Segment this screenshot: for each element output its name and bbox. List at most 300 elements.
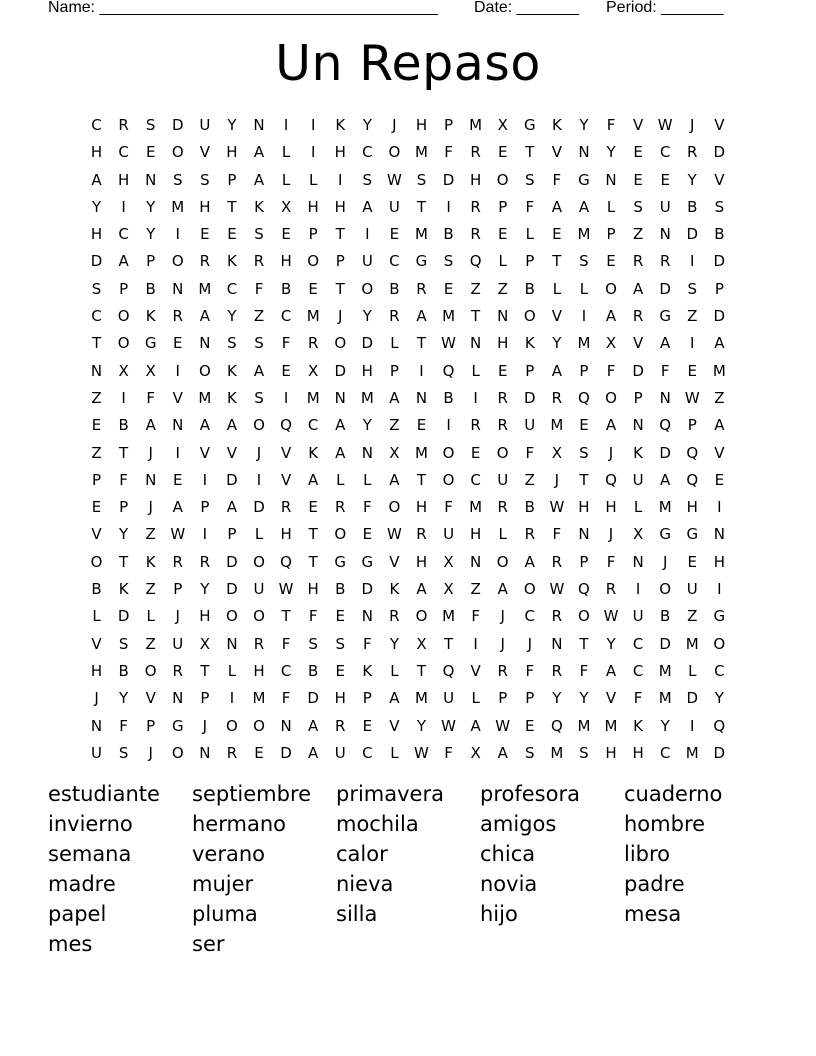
grid-letter: K	[145, 307, 156, 326]
grid-letter: I	[175, 225, 180, 244]
grid-letter: B	[714, 225, 725, 244]
grid-letter: C	[91, 307, 102, 326]
grid-letter: X	[497, 116, 508, 134]
grid-letter: R	[253, 252, 265, 271]
grid-letter: A	[308, 716, 319, 735]
grid-letter: R	[470, 197, 481, 216]
grid-letter: J	[175, 607, 180, 626]
grid-letter: T	[308, 552, 318, 571]
grid-letter: X	[632, 525, 644, 544]
grid-letter: H	[253, 661, 265, 680]
grid-letter: U	[443, 689, 455, 708]
grid-letter: E	[687, 361, 697, 380]
grid-letter: D	[524, 388, 536, 407]
grid-letter: O	[496, 170, 509, 189]
grid-letter: O	[442, 470, 455, 489]
grid-letter: T	[335, 225, 345, 244]
grid-letter: F	[281, 334, 291, 353]
grid-letter: S	[714, 197, 725, 216]
grid-letter: X	[308, 361, 319, 380]
grid-letter: F	[525, 661, 535, 680]
grid-letter: V	[389, 716, 400, 735]
grid-letter: P	[389, 361, 399, 380]
grid-letter: L	[390, 661, 399, 680]
grid-letter: C	[362, 743, 373, 762]
grid-letter: Y	[579, 689, 589, 708]
grid-letter: Q	[280, 416, 292, 435]
grid-letter: C	[632, 634, 644, 653]
grid-letter: P	[92, 470, 102, 489]
grid-letter: E	[470, 443, 481, 462]
grid-letter: H	[334, 143, 346, 162]
grid-letter: Z	[91, 443, 102, 462]
grid-letter: V	[145, 689, 156, 708]
grid-letter: C	[118, 143, 129, 162]
grid-letter: K	[362, 661, 373, 680]
grid-letter: I	[256, 470, 262, 489]
grid-letter: S	[362, 170, 373, 189]
grid-letter: K	[118, 580, 129, 599]
grid-letter: E	[416, 416, 427, 435]
grid-letter: R	[551, 607, 563, 626]
grid-letter: A	[226, 498, 238, 517]
grid-letter: Y	[416, 716, 427, 735]
grid-letter: W	[657, 116, 673, 134]
grid-letter: M	[685, 634, 699, 653]
grid-row	[83, 740, 733, 767]
grid-letter: P	[687, 416, 697, 435]
grid-letter: T	[416, 470, 427, 489]
grid-letter: F	[363, 634, 372, 653]
grid-letter: M	[252, 689, 266, 708]
grid-letter: U	[632, 607, 644, 626]
grid-letter: H	[90, 661, 103, 680]
grid-letter: S	[254, 388, 264, 407]
grid-letter: Z	[389, 416, 400, 435]
grid-letter: O	[307, 252, 320, 271]
grid-letter: E	[281, 361, 291, 380]
grid-letter: M	[658, 689, 672, 708]
grid-letter: M	[658, 661, 672, 680]
grid-letter: R	[632, 252, 644, 271]
grid-letter: D	[90, 252, 103, 271]
grid-letter: P	[200, 498, 210, 517]
grid-letter: E	[335, 661, 345, 680]
grid-letter: A	[389, 689, 400, 708]
word-bank-item: ser	[192, 932, 225, 956]
grid-letter: M	[198, 279, 212, 298]
grid-letter: O	[226, 716, 238, 735]
grid-letter: E	[606, 252, 616, 271]
grid-row	[83, 221, 733, 248]
grid-letter: W	[441, 716, 456, 735]
date-field: Date: _______	[474, 0, 579, 16]
grid-row	[83, 713, 733, 740]
grid-letter: P	[579, 552, 589, 571]
grid-row	[83, 603, 733, 630]
grid-letter: S	[579, 443, 589, 462]
grid-letter: F	[525, 197, 535, 216]
grid-letter: O	[253, 607, 265, 626]
grid-letter: X	[389, 443, 400, 462]
grid-letter: E	[660, 170, 670, 189]
grid-letter: F	[579, 661, 589, 680]
grid-letter: E	[227, 225, 237, 244]
grid-letter: U	[632, 470, 644, 489]
grid-letter: V	[632, 116, 644, 134]
word-bank-item: cuaderno	[624, 782, 723, 806]
grid-letter: E	[579, 416, 589, 435]
grid-letter: E	[281, 225, 291, 244]
grid-letter: H	[605, 743, 617, 762]
grid-letter: R	[199, 252, 211, 271]
grid-letter: Q	[280, 552, 292, 571]
grid-letter: W	[495, 716, 511, 735]
grid-letter: F	[660, 361, 670, 380]
grid-letter: H	[469, 525, 482, 544]
grid-letter: S	[416, 170, 427, 189]
grid-letter: B	[389, 279, 400, 298]
grid-letter: E	[362, 525, 373, 544]
grid-letter: Y	[119, 525, 129, 544]
grid-letter: R	[118, 116, 129, 134]
grid-letter: F	[281, 689, 291, 708]
grid-letter: Q	[605, 470, 617, 489]
grid-row	[83, 685, 733, 712]
grid-letter: R	[687, 143, 698, 162]
grid-letter: A	[253, 170, 265, 189]
grid-letter: N	[361, 443, 373, 462]
grid-letter: B	[443, 225, 454, 244]
grid-letter: D	[307, 689, 319, 708]
grid-letter: L	[471, 689, 480, 708]
word-bank-item: madre	[48, 872, 116, 896]
grid-letter: R	[497, 498, 508, 517]
grid-letter: K	[633, 443, 644, 462]
grid-row	[83, 194, 733, 221]
grid-letter: R	[335, 498, 346, 517]
grid-letter: O	[253, 416, 265, 435]
grid-letter: O	[117, 307, 130, 326]
grid-letter: U	[253, 580, 265, 599]
grid-letter: T	[227, 197, 237, 216]
grid-letter: A	[551, 361, 562, 380]
grid-row	[83, 112, 733, 139]
grid-letter: G	[415, 252, 428, 271]
grid-letter: A	[199, 307, 210, 326]
grid-letter: C	[659, 143, 671, 162]
word-bank-item: verano	[192, 842, 266, 866]
grid-letter: X	[280, 197, 292, 216]
grid-letter: K	[551, 116, 562, 134]
name-field: Name: ______________________________________	[48, 0, 438, 16]
grid-letter: H	[361, 361, 373, 380]
grid-letter: R	[632, 307, 644, 326]
grid-letter: O	[334, 334, 347, 353]
grid-letter: Q	[442, 361, 455, 380]
grid-letter: L	[336, 470, 345, 489]
grid-letter: N	[226, 634, 238, 653]
grid-letter: C	[91, 116, 102, 134]
grid-letter: F	[308, 607, 318, 626]
grid-letter: X	[118, 361, 129, 380]
grid-letter: Y	[227, 116, 237, 134]
grid-letter: Y	[389, 634, 399, 653]
grid-letter: O	[605, 388, 617, 407]
grid-letter: M	[712, 361, 726, 380]
grid-letter: N	[713, 525, 725, 544]
grid-row	[83, 521, 733, 548]
grid-letter: W	[684, 388, 700, 407]
grid-letter: Q	[442, 661, 455, 680]
grid-letter: M	[360, 388, 374, 407]
grid-letter: N	[145, 170, 157, 189]
grid-letter: E	[389, 225, 400, 244]
word-bank-item: chica	[480, 842, 536, 866]
grid-letter: X	[551, 443, 562, 462]
grid-letter: Z	[687, 607, 698, 626]
grid-letter: O	[605, 279, 617, 298]
grid-letter: P	[173, 580, 183, 599]
grid-letter: O	[388, 498, 401, 517]
grid-letter: P	[444, 116, 454, 134]
grid-letter: B	[91, 580, 102, 599]
grid-letter: L	[92, 607, 101, 626]
grid-letter: A	[335, 443, 346, 462]
grid-letter: N	[253, 116, 265, 134]
grid-letter: I	[365, 225, 370, 244]
grid-letter: S	[525, 170, 535, 189]
grid-letter: D	[713, 143, 726, 162]
grid-letter: X	[605, 334, 617, 353]
grid-letter: I	[121, 197, 126, 216]
grid-letter: A	[605, 307, 617, 326]
grid-letter: F	[444, 498, 453, 517]
grid-letter: D	[659, 443, 671, 462]
grid-letter: S	[200, 170, 210, 189]
grid-letter: N	[280, 716, 292, 735]
grid-letter: F	[119, 716, 128, 735]
grid-letter: I	[581, 307, 587, 326]
grid-letter: A	[308, 743, 319, 762]
grid-letter: P	[525, 361, 535, 380]
word-bank-row	[48, 779, 768, 809]
grid-letter: J	[690, 116, 695, 134]
grid-letter: I	[690, 334, 695, 353]
word-bank-row	[48, 869, 768, 899]
grid-letter: E	[633, 143, 643, 162]
grid-letter: D	[442, 170, 455, 189]
grid-letter: I	[446, 197, 451, 216]
grid-letter: A	[226, 416, 238, 435]
grid-letter: P	[498, 197, 508, 216]
grid-letter: P	[579, 361, 589, 380]
grid-letter: T	[335, 279, 345, 298]
grid-letter: L	[281, 170, 291, 189]
grid-letter: U	[443, 525, 455, 544]
grid-letter: F	[254, 279, 264, 298]
grid-letter: A	[632, 279, 644, 298]
grid-letter: G	[334, 552, 347, 571]
word-bank-item: hombre	[624, 812, 706, 836]
grid-letter: N	[415, 388, 428, 407]
grid-letter: X	[443, 552, 454, 571]
grid-letter: F	[444, 143, 453, 162]
grid-letter: S	[335, 634, 345, 653]
grid-letter: P	[227, 170, 237, 189]
grid-letter: I	[690, 252, 695, 271]
grid-letter: L	[390, 743, 399, 762]
grid-letter: B	[660, 607, 671, 626]
grid-letter: Q	[686, 443, 699, 462]
grid-letter: U	[91, 743, 103, 762]
grid-letter: Q	[713, 716, 726, 735]
grid-row	[83, 549, 733, 576]
grid-letter: U	[199, 116, 211, 134]
grid-letter: S	[145, 116, 156, 134]
grid-letter: A	[551, 197, 562, 216]
grid-letter: M	[415, 225, 428, 244]
grid-letter: O	[415, 607, 428, 626]
grid-letter: M	[469, 116, 483, 134]
grid-letter: O	[659, 580, 672, 599]
grid-row	[83, 303, 733, 330]
grid-letter: P	[633, 388, 643, 407]
grid-letter: A	[253, 143, 265, 162]
grid-letter: O	[523, 307, 536, 326]
grid-letter: W	[549, 498, 565, 517]
grid-letter: M	[577, 225, 591, 244]
grid-letter: A	[605, 416, 617, 435]
grid-letter: T	[579, 470, 589, 489]
word-bank-item: hermano	[192, 812, 286, 836]
grid-letter: L	[363, 470, 372, 489]
grid-letter: I	[338, 170, 343, 189]
grid-letter: G	[144, 334, 157, 353]
grid-letter: Y	[91, 197, 102, 216]
grid-letter: X	[199, 634, 210, 653]
grid-letter: C	[118, 225, 129, 244]
grid-letter: K	[335, 116, 346, 134]
grid-letter: D	[171, 116, 184, 134]
grid-letter: B	[687, 197, 698, 216]
word-bank-row	[48, 809, 768, 839]
grid-letter: E	[443, 279, 454, 298]
grid-letter: L	[471, 361, 480, 380]
grid-letter: H	[334, 689, 346, 708]
grid-letter: I	[473, 634, 478, 653]
grid-letter: Z	[253, 307, 265, 326]
grid-letter: R	[253, 634, 265, 653]
grid-letter: A	[470, 716, 481, 735]
grid-letter: I	[310, 116, 316, 134]
grid-letter: W	[170, 525, 186, 544]
grid-letter: S	[173, 170, 183, 189]
grid-row	[83, 358, 733, 385]
grid-letter: E	[497, 225, 508, 244]
grid-letter: Y	[362, 116, 372, 134]
grid-letter: S	[579, 252, 589, 271]
grid-letter: M	[658, 498, 672, 517]
grid-letter: Z	[145, 580, 156, 599]
grid-letter: A	[578, 197, 590, 216]
grid-letter: N	[578, 525, 590, 544]
grid-letter: A	[714, 416, 725, 435]
grid-letter: Z	[470, 279, 481, 298]
grid-letter: E	[497, 143, 508, 162]
word-bank-item: pluma	[192, 902, 258, 926]
word-bank-item: invierno	[48, 812, 133, 836]
grid-letter: R	[172, 552, 183, 571]
grid-letter: N	[199, 743, 211, 762]
grid-letter: H	[199, 607, 211, 626]
grid-letter: N	[551, 634, 563, 653]
grid-row	[83, 167, 733, 194]
grid-letter: N	[172, 689, 184, 708]
grid-letter: T	[308, 525, 318, 544]
grid-letter: H	[90, 143, 103, 162]
grid-letter: E	[308, 279, 318, 298]
grid-letter: R	[497, 416, 508, 435]
grid-letter: H	[415, 498, 428, 517]
grid-row	[83, 467, 733, 494]
grid-letter: J	[608, 443, 614, 462]
grid-letter: B	[145, 279, 156, 298]
grid-letter: N	[361, 607, 373, 626]
word-bank-item: silla	[336, 902, 378, 926]
grid-letter: I	[635, 580, 641, 599]
grid-letter: C	[632, 661, 644, 680]
grid-letter: S	[254, 334, 264, 353]
grid-letter: M	[442, 607, 456, 626]
word-bank-row	[48, 929, 768, 959]
grid-letter: R	[307, 334, 319, 353]
grid-letter: A	[416, 580, 427, 599]
grid-letter: E	[308, 498, 318, 517]
grid-letter: D	[361, 334, 374, 353]
grid-letter: L	[688, 661, 697, 680]
grid-letter: J	[500, 607, 505, 626]
grid-letter: R	[389, 307, 400, 326]
grid-letter: J	[662, 552, 668, 571]
grid-letter: R	[416, 525, 427, 544]
page-title: Un Repaso	[275, 35, 541, 92]
grid-letter: H	[307, 197, 319, 216]
grid-letter: Y	[119, 689, 129, 708]
grid-letter: L	[579, 279, 589, 298]
grid-letter: R	[226, 743, 238, 762]
grid-letter: R	[470, 225, 481, 244]
grid-letter: Y	[660, 716, 670, 735]
grid-letter: E	[200, 225, 210, 244]
grid-letter: M	[550, 743, 564, 762]
grid-letter: M	[577, 716, 591, 735]
grid-letter: M	[685, 743, 699, 762]
grid-letter: M	[415, 443, 428, 462]
grid-letter: K	[227, 388, 237, 407]
grid-letter: Q	[659, 416, 672, 435]
grid-letter: D	[334, 361, 347, 380]
grid-letter: D	[686, 225, 699, 244]
grid-letter: R	[524, 525, 535, 544]
grid-letter: R	[659, 252, 671, 271]
grid-letter: W	[603, 607, 619, 626]
grid-letter: H	[497, 334, 509, 353]
word-bank-row	[48, 899, 768, 929]
grid-letter: N	[470, 334, 482, 353]
grid-letter: W	[278, 580, 294, 599]
grid-row	[83, 576, 733, 603]
